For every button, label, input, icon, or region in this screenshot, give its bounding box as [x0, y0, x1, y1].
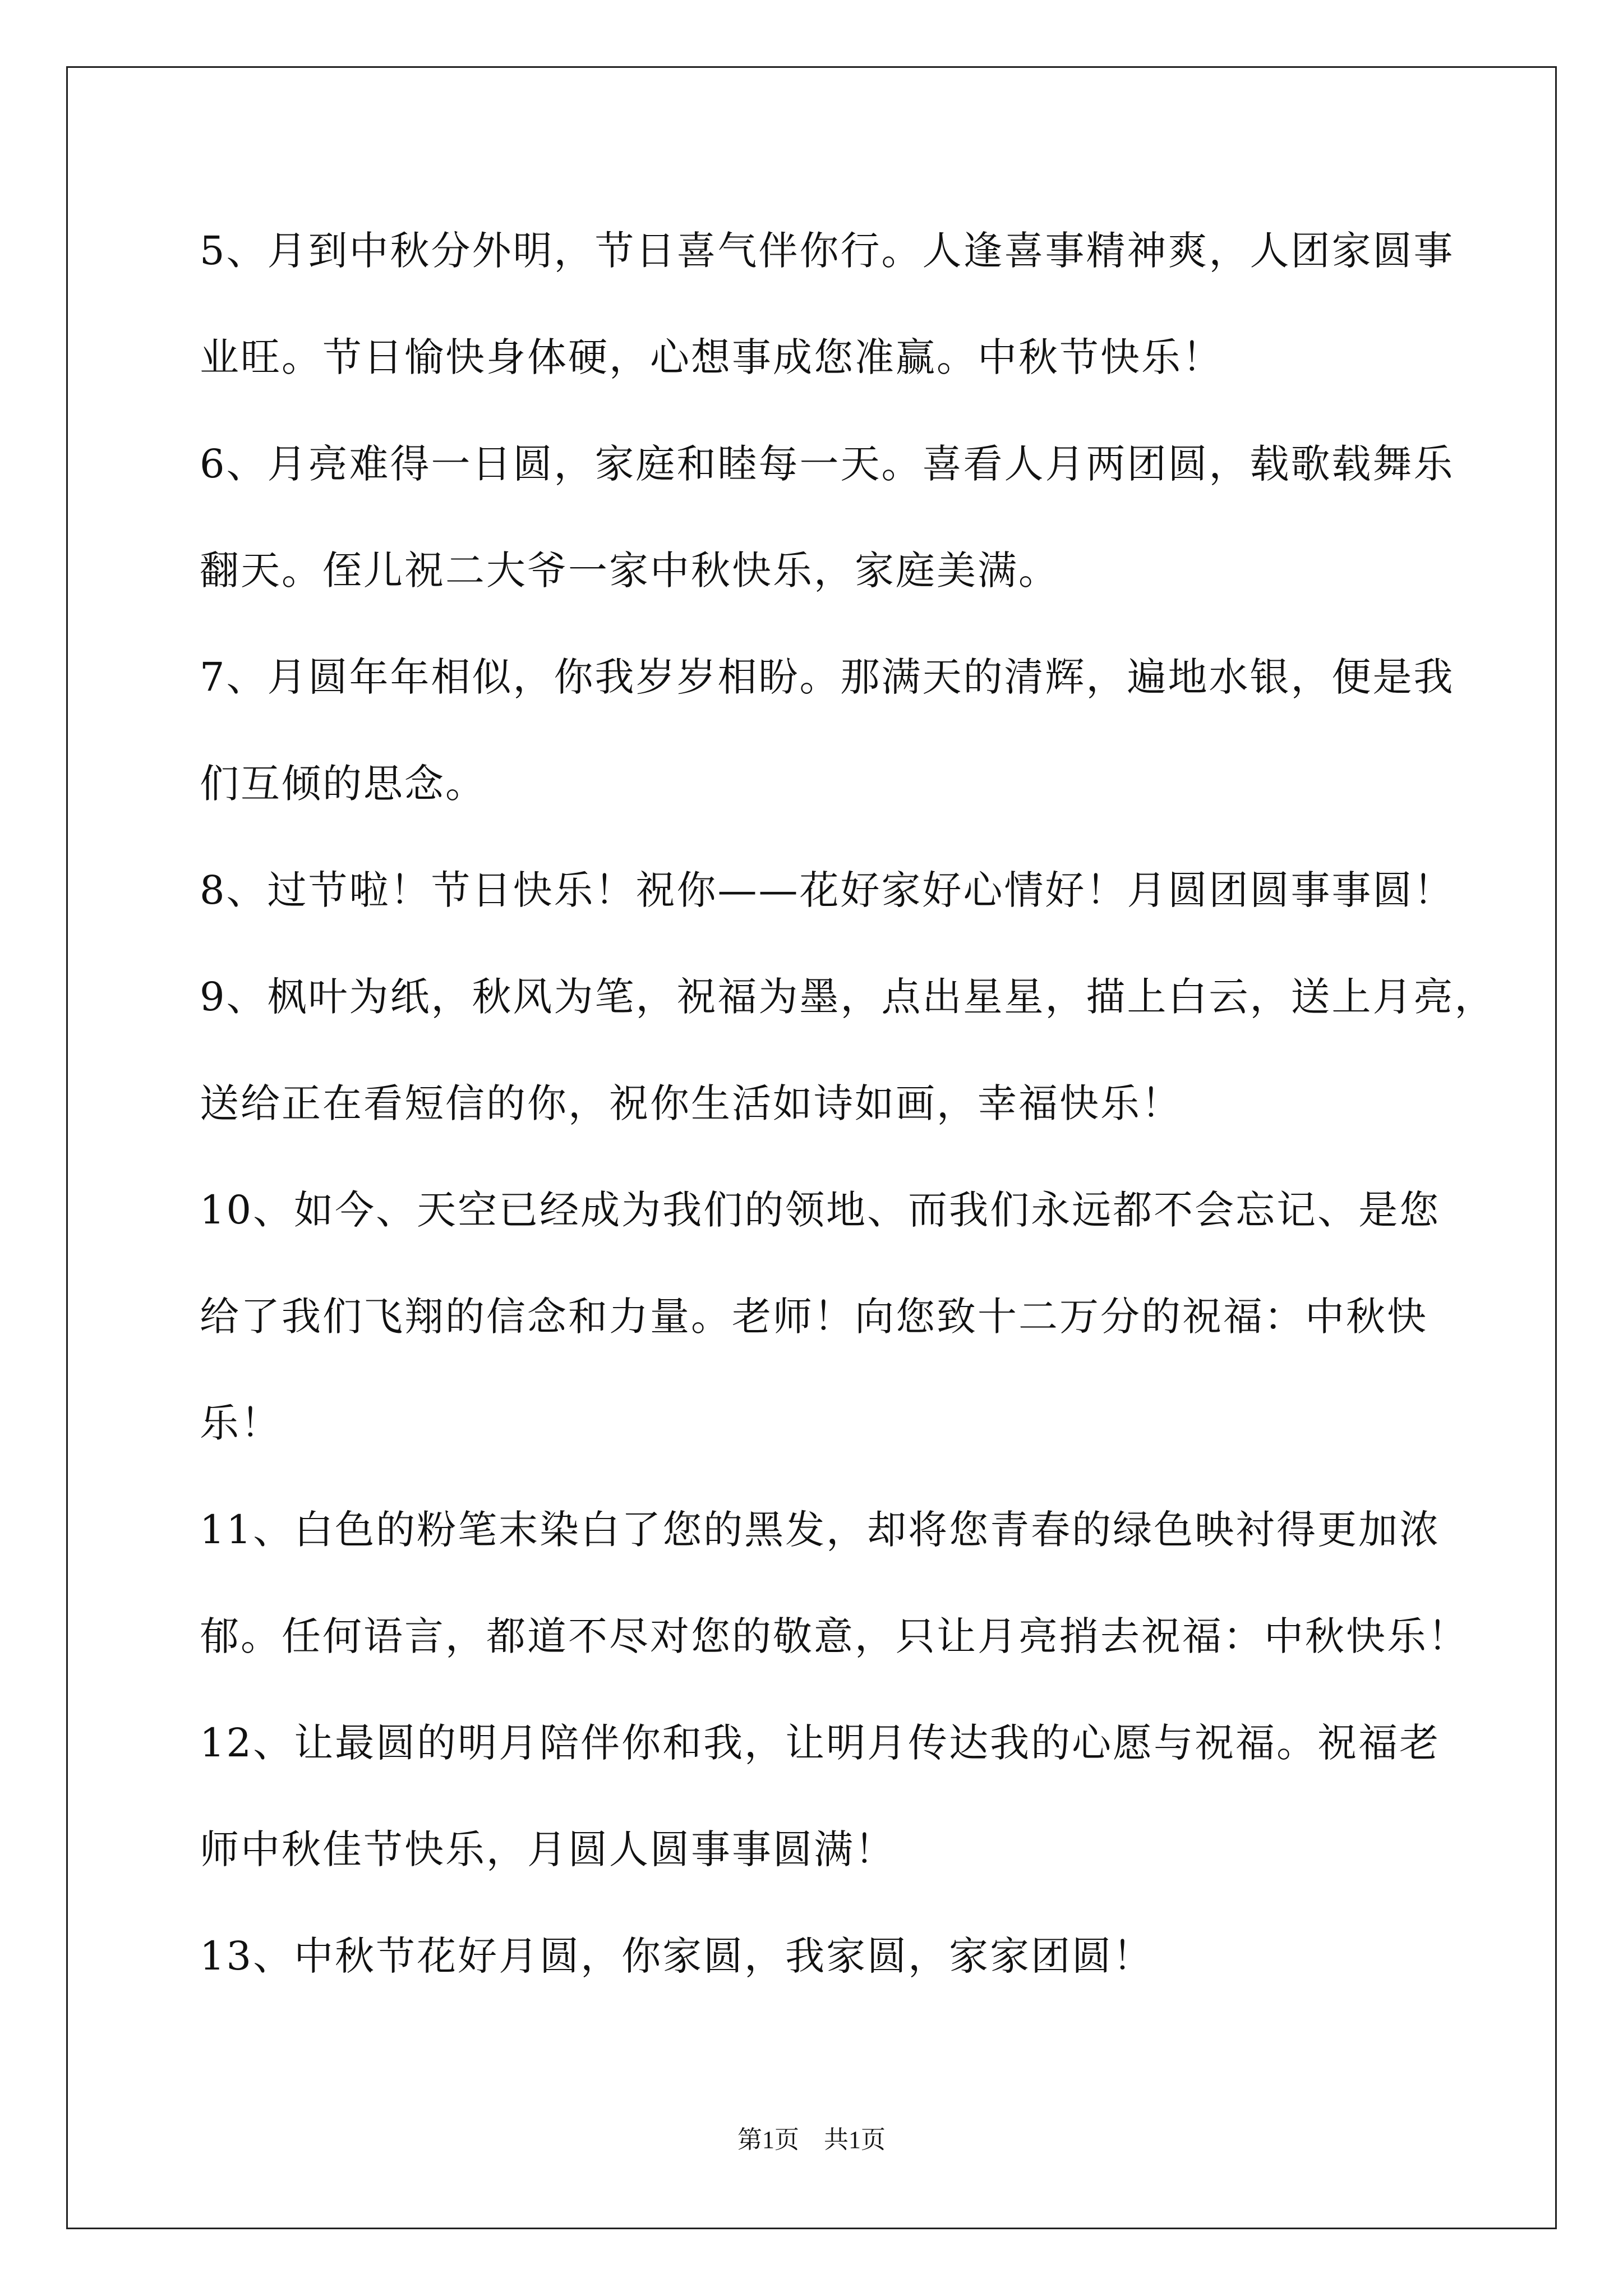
text-line: 10、如今、天空已经成为我们的领地、而我们永远都不会忘记、是您	[200, 1187, 1441, 1233]
text-line: 11、白色的粉笔末染白了您的黑发，却将您青春的绿色映衬得更加浓	[200, 1507, 1441, 1553]
text-line: 郁。任何语言，都道不尽对您的敬意，只让月亮捎去祝福：中秋快乐！	[200, 1613, 1469, 1659]
text-line: 师中秋佳节快乐，月圆人圆事事圆满！	[200, 1826, 896, 1872]
page-number-footer: 第1页 共1页	[737, 2126, 886, 2154]
text-line: 6、月亮难得一日圆，家庭和睦每一天。喜看人月两团圆，载歌载舞乐	[200, 441, 1455, 487]
text-line: 13、中秋节花好月圆，你家圆，我家圆，家家团圆！	[200, 1933, 1154, 1979]
document-body	[200, 214, 1496, 2026]
text-line: 5、月到中秋分外明，节日喜气伴你行。人逢喜事精神爽，人团家圆事	[200, 228, 1455, 274]
text-line: 乐！	[200, 1400, 282, 1446]
text-line: 9、枫叶为纸，秋风为笔，祝福为墨，点出星星，描上白云，送上月亮，	[200, 974, 1496, 1020]
text-line: 翻天。侄儿祝二大爷一家中秋快乐，家庭美满。	[200, 547, 1059, 593]
text-line: 12、让最圆的明月陪伴你和我，让明月传达我的心愿与祝福。祝福老	[200, 1720, 1441, 1766]
text-line: 们互倾的思念。	[200, 761, 486, 807]
text-line: 7、月圆年年相似，你我岁岁相盼。那满天的清辉，遍地水银，便是我	[200, 654, 1455, 700]
text-line: 8、过节啦！节日快乐！祝你——花好家好心情好！月圆团圆事事圆！	[200, 867, 1455, 913]
text-line: 送给正在看短信的你，祝你生活如诗如画，幸福快乐！	[200, 1080, 1182, 1126]
text-line: 给了我们飞翔的信念和力量。老师！向您致十二万分的祝福：中秋快	[200, 1294, 1428, 1340]
text-line: 业旺。节日愉快身体硬，心想事成您准赢。中秋节快乐！	[200, 334, 1223, 380]
